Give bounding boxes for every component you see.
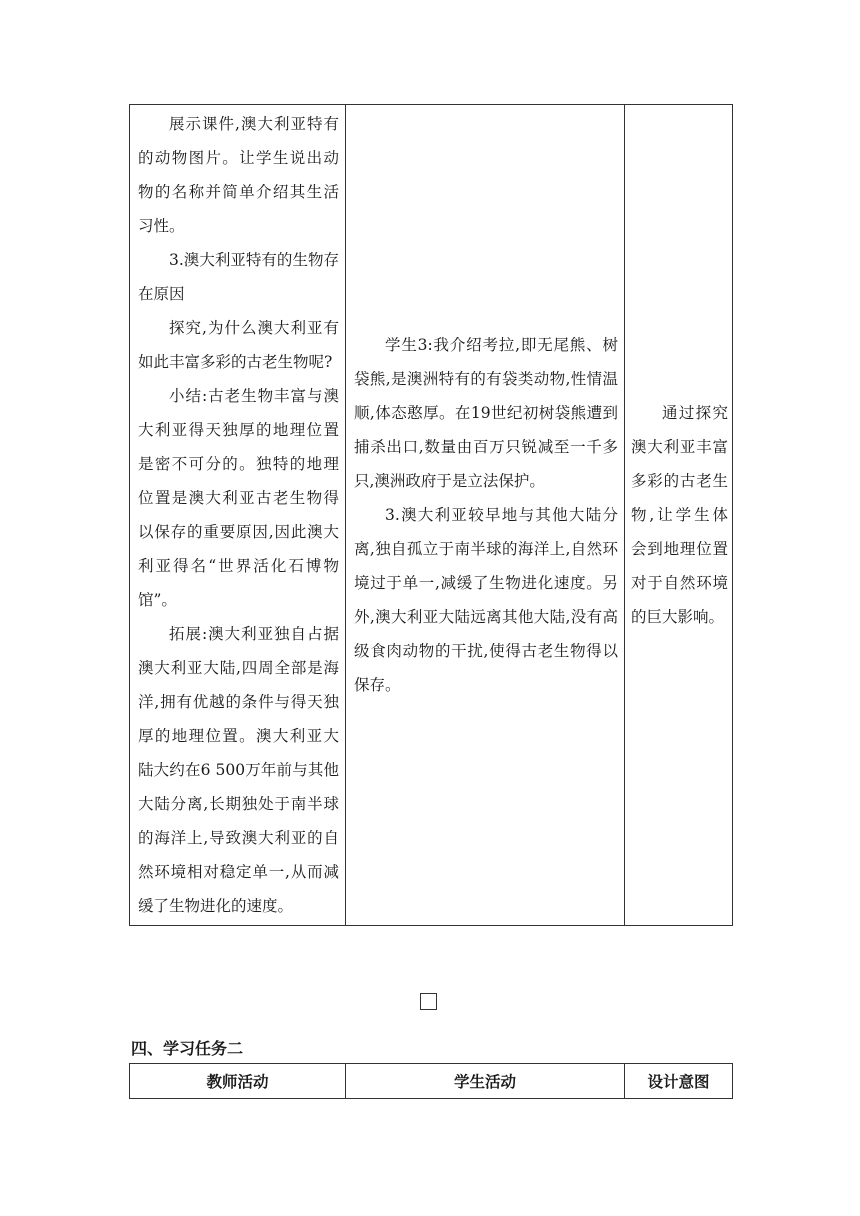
paragraph: 拓展:澳大利亚独自占据澳大利亚大陆,四周全部是海洋,拥有优越的条件与得天独厚的地理位置。澳大利亚大陆大约在6 500万年前与其他大陆分离,长期独处于南半球的海洋上,导致澳大利亚的自然环境相对稳定单一,从而减缓了生物进化的速度。 bbox=[138, 625, 339, 915]
table-row bbox=[130, 105, 733, 926]
teacher-activity-cell bbox=[130, 105, 346, 926]
header-teacher-activity: 教师活动 bbox=[130, 1064, 346, 1099]
checkbox-icon[interactable] bbox=[420, 993, 437, 1010]
table-header-row bbox=[130, 1064, 733, 1099]
paragraph: 通过探究澳大利亚丰富多彩的古老生物,让学生体会到地理位置对于自然环境的巨大影响。 bbox=[631, 404, 728, 626]
paragraph: 学生3:我介绍考拉,即无尾熊、树袋熊,是澳洲特有的有袋类动物,性情温顺,体态憨厚。在19世纪初树袋熊遭到捕杀出口,数量由百万只锐减至一千多只,澳洲政府于是立法保护。 bbox=[354, 336, 618, 490]
student-activity-cell bbox=[346, 105, 625, 926]
section-heading: 四、学习任务二 bbox=[131, 1039, 244, 1058]
header-student-activity: 学生活动 bbox=[346, 1064, 625, 1099]
lesson-activity-table bbox=[129, 104, 733, 926]
paragraph: 3.澳大利亚特有的生物存在原因 bbox=[138, 251, 339, 303]
paragraph: 展示课件,澳大利亚特有的动物图片。让学生说出动物的名称并简单介绍其生活习性。 bbox=[138, 115, 339, 235]
paragraph: 3.澳大利亚较早地与其他大陆分离,独自孤立于南半球的海洋上,自然环境过于单一,减缓了生物进化速度。另外,澳大利亚大陆远离其他大陆,没有高级食肉动物的干扰,使得古老生物得以保存。 bbox=[354, 506, 618, 694]
design-intent-cell bbox=[625, 105, 733, 926]
paragraph: 小结:古老生物丰富与澳大利亚得天独厚的地理位置是密不可分的。独特的地理位置是澳大利亚古老生物得以保存的重要原因,因此澳大利亚得名“世界活化石博物馆”。 bbox=[138, 387, 339, 609]
paragraph: 探究,为什么澳大利亚有如此丰富多彩的古老生物呢? bbox=[138, 319, 339, 371]
header-design-intent: 设计意图 bbox=[625, 1064, 733, 1099]
task-two-table bbox=[129, 1063, 733, 1099]
